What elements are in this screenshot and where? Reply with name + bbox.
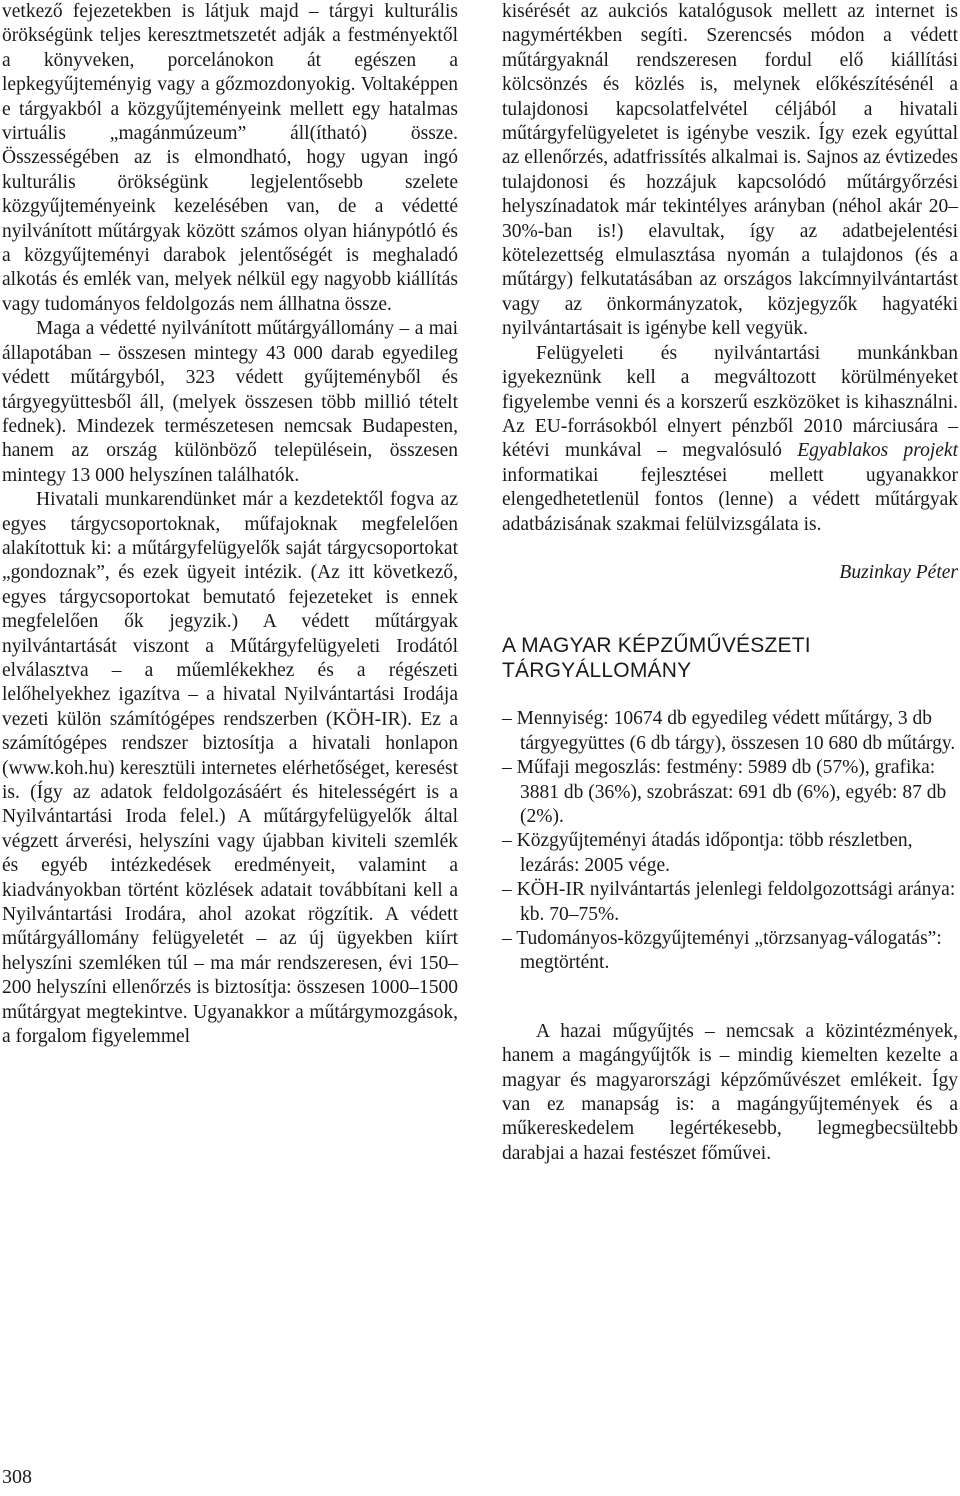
list-item: – Tudományos-közgyűjteményi „törzsanyag-válogatás”: megtörtént. [502,928,942,974]
project-name: Egyablakos projekt [797,440,958,462]
list-item: – Műfaji megoszlás: festmény: 5989 db (57%), grafika: 3881 db (36%), szobrászat: 691 db (6%), egyéb: 87 db (2%). [502,757,947,827]
section-heading: A MAGYAR KÉPZŰMŰVÉSZETI TÁRGYÁLLOMÁNY [502,634,811,683]
list-item: – KÖH-IR nyilvántartás jelenlegi feldolgozottsági aránya: kb. 70–75%. [502,879,956,925]
author-signature: Buzinkay Péter [839,561,958,583]
list-item: – Mennyiség: 10674 db egyedileg védett műtárgy, 3 db tárgyegyüttes (6 db tárgy), összesen 10 680 db műtárgy. [502,708,956,754]
facts-list [502,707,958,975]
right-column [502,0,958,1166]
paragraph: Hivatali munkarendünket már a kezdetektől fogva az egyes tárgycsoportoknak, műfajoknak megfelelően alakítottuk ki: a műtárgyfelügyelők saját tárgycsoportokat „gondoznak”, és ezek ügyeit intézik. (Az itt következő, egyes tárgycsoportokat bemutató fejezeteket is ennek megfelelően ők jegyzik.) A védett műtárgyak nyilvántartását viszont a Műtárgyfelügyeleti Irodától elválasztva – a műemlékekhez és a régészeti lelőhelyekhez igazítva – a hivatal Nyilvántartási Irodája vezeti külön számítógépes rendszerben (KÖH-IR). Ez a számítógépes rendszer biztosítja a hivatali honlapon (www.koh.hu) keresztüli internetes elérhetőséget, keresést is. (Így az adatok feldolgozásáért és hitelességért is a Nyilvántartási Iroda felel.) A műtárgyfelügyelők által végzett árverési, helyszíni vagy újabban kiviteli szemlék és egyéb intézkedések eredményeit, valamint a kiadványokban történt közlések adatait továbbítani kell a Nyilvántartási Irodára, ahol azokat rögzítik. A védett műtárgyállomány felügyeletét – az új ügyekben kiírt helyszíni szemléken túl – ma már rendszeresen, évi 150–200 helyszíni ellenőrzés is biztosítja: összesen 1000–1500 műtárgyat megtekintve. Ugyanakkor a műtárgymozgások, a forgalom figyelemmel [2,489,458,1048]
paragraph: A hazai műgyűjtés – nemcsak a közintézmények, hanem a magángyűjtők is – mindig kiemelten kezelte a magyar és magyarországi képzőművészet emlékeit. Így van ez manapság is: a magángyűjtemények és a műkereskedelem legértékesebb, legmegbecsültebb darabjai a hazai festészet főművei. [502,1020,958,1164]
paragraph-text: informatikai fejlesztései mellett ugyanakkor elengedhetetlenül fontos (lenne) a védett műtárgyak adatbázisának szakmai felülvizsgálata is. [502,464,958,535]
page-number: 308 [2,1466,32,1488]
paragraph: Maga a védetté nyilvánított műtárgyállomány – a mai állapotában – összesen mintegy 43 000 darab egyedileg védett műtárgyból, 323 védett gyűjteményből és tárgyegyüttesből áll, (melyek összesen több millió tételt fednek). Mindezek természetesen nemcsak Budapesten, hanem az ország különböző településein, összesen mintegy 13 000 helyszínen találhatók. [2,318,458,486]
paragraph-text: Felügyeleti és nyilvántartási munkánkban igyekeznünk kell a megváltozott körülményeket figyelembe venni és a korszerű eszközöket is kihasználni. Az EU-forrásokból elnyert pénzből 2010 márciusára – kétévi munkával – megvalósuló [502,342,958,462]
paragraph: vetkező fejezetekben is látjuk majd – tárgyi kulturális örökségünk teljes keresztmetszetét adják a festményektől a könyveken, porcelánokon át egészen a lepkegyűjteményig vagy a gőzmozdonyokig. Voltaképpen e tárgyakból a közgyűjteményeink mellett egy hatalmas virtuális „magánmúzeum” áll(ítható) össze. Összességében az is elmondható, hogy ugyan ingó kulturális örökségünk legjelentősebb szelete közgyűjteményeink kezelésében van, de a védetté nyilvánított műtárgyak között számos olyan hiánypótló és a közgyűjteményi darabok jelentőségét is meghaladó alkotás és emlék van, melyek nélkül egy nagyobb kiállítás vagy tudományos feldolgozás nem állhatna össze. [2,1,458,315]
paragraph: kisérését az aukciós katalógusok mellett az internet is nagymértékben segíti. Szerencsés módon a védett műtárgyaknál rendszeresen fordul elő kiállítási kölcsönzés és közlés is, melynek előkészítésénél a tulajdonosi kapcsolatfelvétel céljából a hivatali műtárgyfelügyeletet is igénybe veszik. Így ezek egyúttal az ellenőrzés, adatfrissítés alkalmai is. Sajnos az évtizedes tulajdonosi és hozzájuk kapcsolódó műtárgyőrzési helyszínadatok már tekintélyes arányban (néhol akár 20–30%-ban is!) elavultak, így az adatbejelentési kötelezettség elmulasztása nyomán a tulajdonos (és a műtárgy) felkutatásában az országos lakcímnyilvántartást vagy az önkormányzatok, közjegyzők hagyatéki nyilvántartásait is igénybe kell vegyük. [502,1,958,340]
paragraph [502,342,958,537]
left-column [2,0,458,1049]
list-item: – Közgyűjteményi átadás időpontja: több részletben, lezárás: 2005 vége. [502,830,913,876]
